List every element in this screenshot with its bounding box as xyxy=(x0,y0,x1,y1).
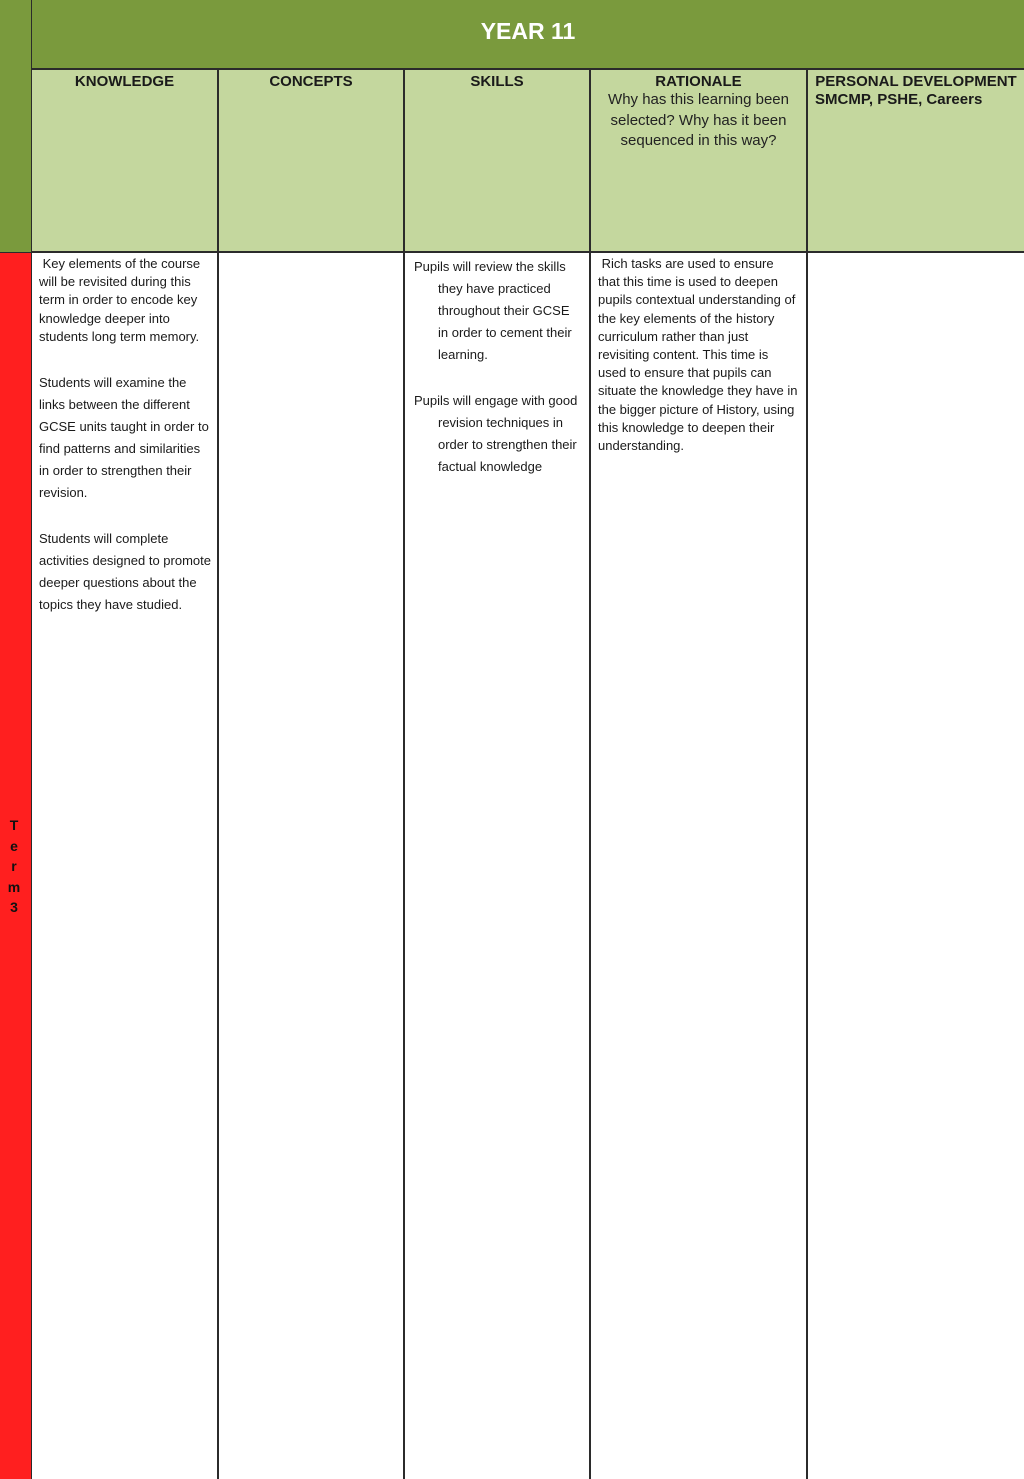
skills-paragraph: Pupils will review the skills they have practiced throughout their GCSE in order to cement their learning. xyxy=(414,259,572,362)
rationale-text: Rich tasks are used to ensure that this time is used to deepen pupils contextual understanding of the key elements of the history curriculum rather than just revisiting content. This time is used to ensure that pupils can situate the knowledge they have in the bigger picture of History, using this knowledge to deepen their understanding. xyxy=(598,256,802,454)
term-letter: 3 xyxy=(10,899,18,915)
concepts-title: CONCEPTS xyxy=(269,73,353,90)
concepts-header xyxy=(219,70,405,253)
term-label xyxy=(0,815,28,918)
rationale-header xyxy=(591,70,808,253)
personal-development-header xyxy=(808,70,1024,253)
skills-header xyxy=(405,70,591,253)
term-letter: m xyxy=(7,878,21,895)
rationale-cell xyxy=(591,253,808,1479)
skills-cell xyxy=(405,253,591,1479)
knowledge-paragraph: Key elements of the course will be revisited during this term in order to encode key knowledge deeper into students long term memory. xyxy=(39,256,204,344)
personal-development-title: PERSONAL DEVELOPMENT xyxy=(815,73,1017,90)
year-title: YEAR 11 xyxy=(480,18,576,44)
term-letter: e xyxy=(10,837,18,854)
term-letter: T xyxy=(9,817,19,833)
skills-title: SKILLS xyxy=(470,73,524,90)
rationale-title: RATIONALE xyxy=(655,73,742,90)
knowledge-header xyxy=(32,70,219,253)
personal-development-cell xyxy=(808,253,1024,1479)
personal-development-subtitle: SMCMP, PSHE, Careers xyxy=(815,91,983,108)
knowledge-paragraph: Students will examine the links between the different GCSE units taught in order to find patterns and similarities in order to strengthen their revision. xyxy=(39,375,209,501)
skills-paragraph: Pupils will engage with good revision techniques in order to strengthen their factual knowledge xyxy=(414,393,578,474)
year-side-band xyxy=(0,0,32,253)
concepts-cell xyxy=(219,253,405,1479)
term-letter: r xyxy=(11,858,17,874)
knowledge-cell xyxy=(32,253,219,1479)
knowledge-paragraph: Students will complete activities designed to promote deeper questions about the topics they have studied. xyxy=(39,531,211,613)
rationale-subtitle: Why has this learning been selected? Why has it been sequenced in this way? xyxy=(608,91,789,149)
knowledge-title: KNOWLEDGE xyxy=(74,73,175,90)
